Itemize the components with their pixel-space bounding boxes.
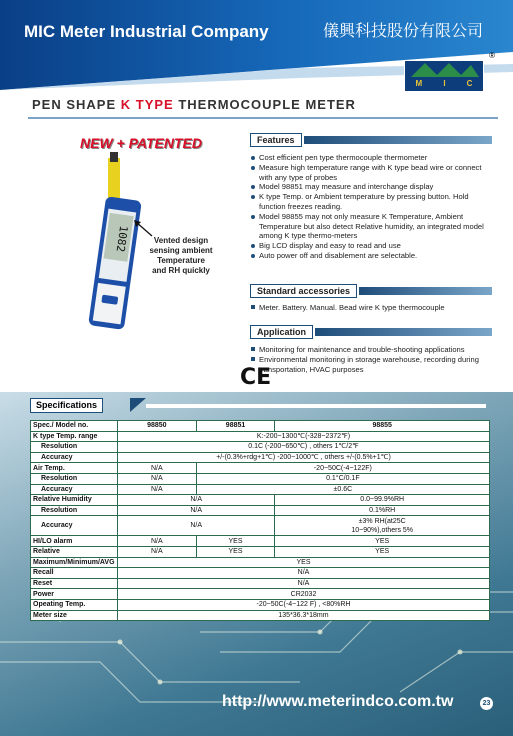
table-row: Accuracy N/A ±0.6C [31,484,490,495]
table-row: Air Temp. N/A -20~50C(-4~122F) [31,463,490,474]
vent-note-line: sensing ambient [149,246,213,255]
table-row: HI/LO alarm N/A YES YES [31,536,490,547]
specifications-heading-label: Specifications [30,398,103,413]
logo-mark-icon [405,61,483,79]
specifications-table [30,420,490,621]
features-list [250,153,490,261]
website-link[interactable]: http://www.meterindco.com.tw [222,693,454,710]
list-item: Auto power off and disablement are selectable. [250,251,490,261]
logo-letter-i: I [443,79,446,88]
page-number: 23 [480,697,493,710]
title-prefix: PEN SHAPE [32,97,121,112]
mic-logo [404,51,495,92]
pen-meter-image [70,150,150,335]
vent-note [141,236,221,276]
table-row: Accuracy N/A ±3% RH(at25C 10~90%),others 5% [31,516,490,536]
table-row: Relative Humidity N/A 0.0~99.9%RH [31,495,490,506]
table-row: Relative N/A YES YES [31,546,490,557]
title-underline [28,117,498,119]
list-item: Model 98855 may not only measure K Temperature, Ambient Temperature but also detect Relative humidity, an integrated model among K type thermo-meters [250,212,490,241]
company-name: MIC Meter Industrial Company [24,22,269,41]
application-heading [250,325,492,339]
accessories-heading [250,284,492,298]
list-item: Monitoring for maintenance and trouble-shooting applications [250,345,490,355]
accessories-heading-label: Standard accessories [250,284,357,298]
features-heading [250,133,492,147]
list-item: Cost efficient pen type thermocouple thermometer [250,153,490,163]
table-row: Recall N/A [31,568,490,579]
lcd-reading: 1082 [113,224,131,253]
table-row: Opeating Temp. -20~50C(-4~122 F) , <80%RH [31,599,490,610]
table-row: Reset N/A [31,578,490,589]
table-row: Power CR2032 [31,589,490,600]
logo-letter-c: C [466,79,473,88]
application-heading-label: Application [250,325,313,339]
pointer-arrow-icon [132,218,154,238]
list-item: K type Temp. or Ambient temperature by pressing button. Hold function freezes reading. [250,192,490,212]
list-item: Environmental monitoring in storage warehouse, recording during transportation, HVAC purposes [250,355,490,375]
vent-note-line: Temperature [157,256,205,265]
list-item: Meter. Battery. Manual. Bead wire K type thermocouple [250,303,450,313]
list-item: Big LCD display and easy to read and use [250,241,490,251]
table-row: Resolution N/A 0.1%RH [31,505,490,516]
table-row: Meter size 135*36.3*18mm [31,610,490,621]
company-name-chinese: 儀興科技股份有限公司 [322,21,483,40]
specifications-heading [30,398,490,414]
table-row: Spec./ Model no. 98850 98851 98855 [31,421,490,432]
registered-mark: ® [489,51,495,60]
title-suffix: THERMOCOUPLE METER [173,97,356,112]
table-row: Accuracy +/-(0.3%+rdg+1℃) -200~1000℃ , others +/-(0.5%+1℃) [31,452,490,463]
vent-note-line: and RH quickly [152,266,210,275]
accessories-list [250,303,450,313]
page-title [32,97,356,112]
new-patented-badge: NEW + PATENTED [80,135,202,151]
list-item: Measure high temperature range with K type bead wire or connect with any type of probes [250,163,490,183]
list-item: Model 98851 may measure and interchange display [250,182,490,192]
logo-letter-m: M [415,79,423,88]
table-row: Maximum/Minimum/AVG YES [31,557,490,568]
application-list [250,345,490,374]
vent-note-line: Vented design [153,236,209,245]
table-row: Resolution 0.1C (-200~650℃) , others 1℃/2℉ [31,442,490,453]
header-banner [0,0,513,90]
features-heading-label: Features [250,133,302,147]
table-row: Resolution N/A 0.1°C/0.1F [31,473,490,484]
table-row: K type Temp. range K:-200~1300℃(-328~2372℉) [31,431,490,442]
ce-mark: CE [240,365,272,390]
title-highlight: K TYPE [120,97,174,112]
